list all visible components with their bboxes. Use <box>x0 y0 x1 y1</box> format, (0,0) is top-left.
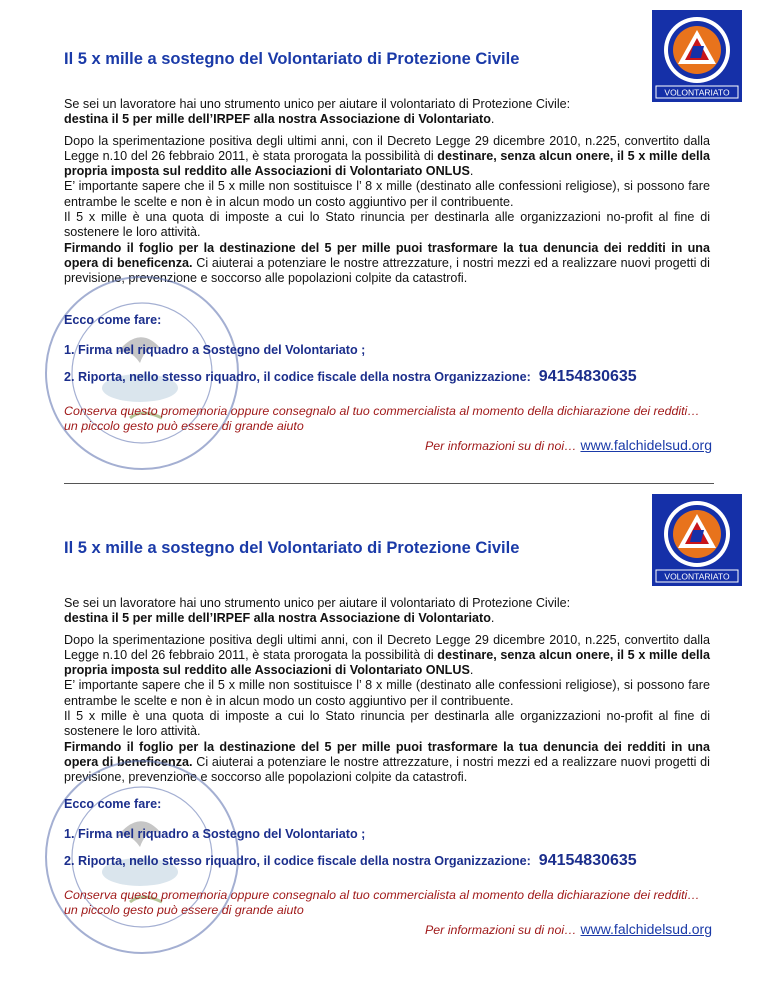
state-quota-paragraph: Il 5 x mille è una quota di imposte a cui lo Stato rinuncia per destinarla alle organizzazioni no-profit al fine di sostenere le loro attività. <box>64 210 710 240</box>
intro-paragraph: Se sei un lavoratore hai uno strumento unico per aiutare il volontariato di Protezione Civile: destina il 5 per mille dell’IRPEF alla nostra Associazione di Volontariato. <box>64 596 571 626</box>
how-to-heading: Ecco come fare: <box>64 313 162 327</box>
charity-paragraph: Firmando il foglio per la destinazione del 5 per mille puoi trasformare la tua denuncia dei redditi in una opera di beneficenza. Ci aiuterai a potenziare le nostre attrezzature, i nostri mezzi ed a realizzare nuovi progetti di previsione, prevenzione e soccorso alle popolazioni colpite da catastrofi. <box>64 739 710 785</box>
step-one: 1. Firma nel riquadro a Sostegno del Volontariato ; <box>64 827 366 841</box>
flyer-bottom <box>0 484 768 994</box>
step-one: 1. Firma nel riquadro a Sostegno del Volontariato ; <box>64 343 366 357</box>
website-link[interactable]: www.falchidelsud.org <box>580 437 712 453</box>
volontariato-badge-logo <box>652 494 742 586</box>
tax-code: 94154830635 <box>538 368 637 385</box>
charity-paragraph: Firmando il foglio per la destinazione del 5 per mille puoi trasformare la tua denuncia dei redditi in una opera di beneficenza. Ci aiuterai a potenziare le nostre attrezzature, i nostri mezzi ed a realizzare nuovi progetti di previsione, prevenzione e soccorso alle popolazioni colpite da catastrofi. <box>64 240 710 286</box>
how-to-heading: Ecco come fare: <box>64 797 162 811</box>
info-line: Per informazioni su di noi… www.falchidelsud.org <box>424 921 712 937</box>
step-two: 2. Riporta, nello stesso riquadro, il codice fiscale della nostra Organizzazione: 94154830635 <box>64 852 637 869</box>
tax-code: 94154830635 <box>538 852 637 869</box>
eight-per-mille-paragraph: E’ importante sapere che il 5 x mille non sostituisce l’ 8 x mille (destinato alle confessioni religiose), si possono fare entrambe le scelte e non è in alcun modo un costo aggiuntivo per il contribuente. <box>64 678 710 708</box>
state-quota-paragraph: Il 5 x mille è una quota di imposte a cui lo Stato rinuncia per destinarla alle organizzazioni no-profit al fine di sostenere le loro attività. <box>64 709 710 739</box>
website-link[interactable]: www.falchidelsud.org <box>580 921 712 937</box>
svg-text:VOLONTARIATO: VOLONTARIATO <box>664 87 730 98</box>
info-line: Per informazioni su di noi… www.falchidelsud.org <box>424 437 712 453</box>
reminder-note: Conserva questo promemoria oppure consegnalo al tuo commercialista al momento della dichiarazione dei redditi… un piccolo gesto può essere di grande aiuto <box>64 888 700 917</box>
page-title: Il 5 x mille a sostegno del Volontariato di Protezione Civile <box>64 50 520 68</box>
svg-text:VOLONTARIATO: VOLONTARIATO <box>664 571 730 582</box>
decree-paragraph: Dopo la sperimentazione positiva degli ultimi anni, con il Decreto Legge 29 dicembre 2010, n.225, convertito dalla Legge n.10 del 26 febbraio 2011, è stata prorogata la possibilità di destinare, senza alcun onere, il 5 x mille della propria imposta sul reddito alle Associazioni di Volontariato ONLUS. <box>64 632 711 678</box>
decree-paragraph: Dopo la sperimentazione positiva degli ultimi anni, con il Decreto Legge 29 dicembre 2010, n.225, convertito dalla Legge n.10 del 26 febbraio 2011, è stata prorogata la possibilità di destinare, senza alcun onere, il 5 x mille della propria imposta sul reddito alle Associazioni di Volontariato ONLUS. <box>64 133 711 179</box>
flyer-body <box>64 97 710 287</box>
intro-paragraph: Se sei un lavoratore hai uno strumento unico per aiutare il volontariato di Protezione Civile: destina il 5 per mille dell’IRPEF alla nostra Associazione di Volontariato. <box>64 97 571 127</box>
volontariato-badge-logo <box>652 10 742 102</box>
flyer-top <box>0 0 768 480</box>
page-title: Il 5 x mille a sostegno del Volontariato di Protezione Civile <box>64 539 520 557</box>
reminder-note: Conserva questo promemoria oppure consegnalo al tuo commercialista al momento della dichiarazione dei redditi… un piccolo gesto può essere di grande aiuto <box>64 404 700 433</box>
step-two: 2. Riporta, nello stesso riquadro, il codice fiscale della nostra Organizzazione: 94154830635 <box>64 368 637 385</box>
eight-per-mille-paragraph: E’ importante sapere che il 5 x mille non sostituisce l’ 8 x mille (destinato alle confessioni religiose), si possono fare entrambe le scelte e non è in alcun modo un costo aggiuntivo per il contribuente. <box>64 179 710 209</box>
